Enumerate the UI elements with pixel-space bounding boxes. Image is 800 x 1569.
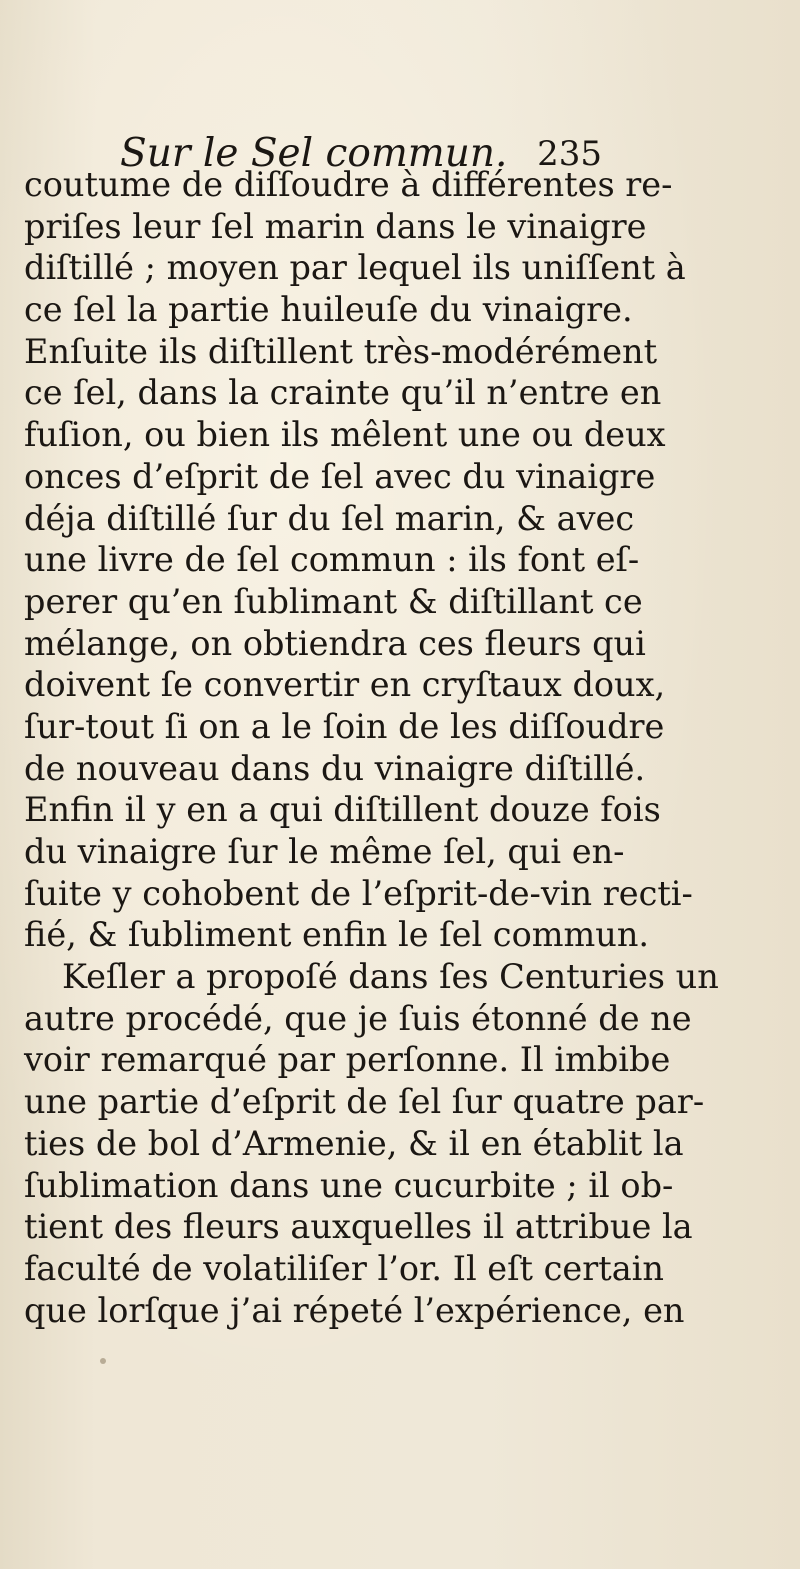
text-line: perer qu’en ſublimant & diſtillant ce (24, 581, 643, 621)
text-line: ſuite y cohobent de l’eſprit-de-vin recti- (24, 873, 693, 913)
text-line: Enfin il y en a qui diſtillent douze fois (24, 790, 661, 830)
text-line: ties de bol d’Armenie, & il en établit la (24, 1123, 684, 1163)
text-line: fuſion, ou bien ils mêlent une ou deux (24, 415, 666, 455)
text-line: une livre de ſel commun : ils font eſ- (24, 540, 640, 580)
paper-speck (100, 1358, 106, 1364)
text-line: diſtillé ; moyen par lequel ils uniſſent à (24, 248, 686, 288)
text-line: autre procédé, que je ſuis étonné de ne (24, 998, 692, 1038)
text-line: ſur-tout ſi on a le ſoin de les diſſoudre (24, 706, 665, 746)
text-line: déja diſtillé ſur du ſel marin, & avec (24, 498, 635, 538)
page-number: 235 (537, 134, 602, 174)
text-line: que lorſque j’ai répeté l’expérience, en (24, 1290, 685, 1330)
text-line: tient des fleurs auxquelles il attribue la (24, 1207, 693, 1247)
text-line: ce ſel la partie huileuſe du vinaigre. (24, 290, 633, 330)
text-line: une partie d’eſprit de ſel ſur quatre par- (24, 1082, 705, 1122)
text-line: ce ſel, dans la crainte qu’il n’entre en (24, 373, 662, 413)
text-line: onces d’eſprit de ſel avec du vinaigre (24, 456, 656, 496)
text-line: fié, & ſubliment enfin le ſel commun. (24, 915, 650, 955)
text-line: ſublimation dans une cucurbite ; il ob- (24, 1165, 674, 1205)
text-line: doivent ſe convertir en cryſtaux doux, (24, 665, 666, 705)
text-line: voir remarqué par perſonne. Il imbibe (24, 1040, 671, 1080)
text-line: coutume de diſſoudre à différentes re- (24, 165, 673, 204)
body-text (24, 164, 719, 1331)
text-line: Enſuite ils diſtillent très-modérément (24, 331, 658, 371)
running-title: Sur le Sel commun. (120, 131, 508, 176)
text-line: de nouveau dans du vinaigre diſtillé. (24, 748, 646, 788)
text-line: priſes leur ſel marin dans le vinaigre (24, 206, 647, 246)
text-line: mélange, on obtiendra ces fleurs qui (24, 623, 646, 663)
text-line: faculté de volatiliſer l’or. Il eſt certain (24, 1248, 664, 1288)
paragraph-start-line: Keſler a propoſé dans ſes Centuries un (62, 957, 719, 997)
text-line: du vinaigre ſur le même ſel, qui en- (24, 832, 625, 871)
